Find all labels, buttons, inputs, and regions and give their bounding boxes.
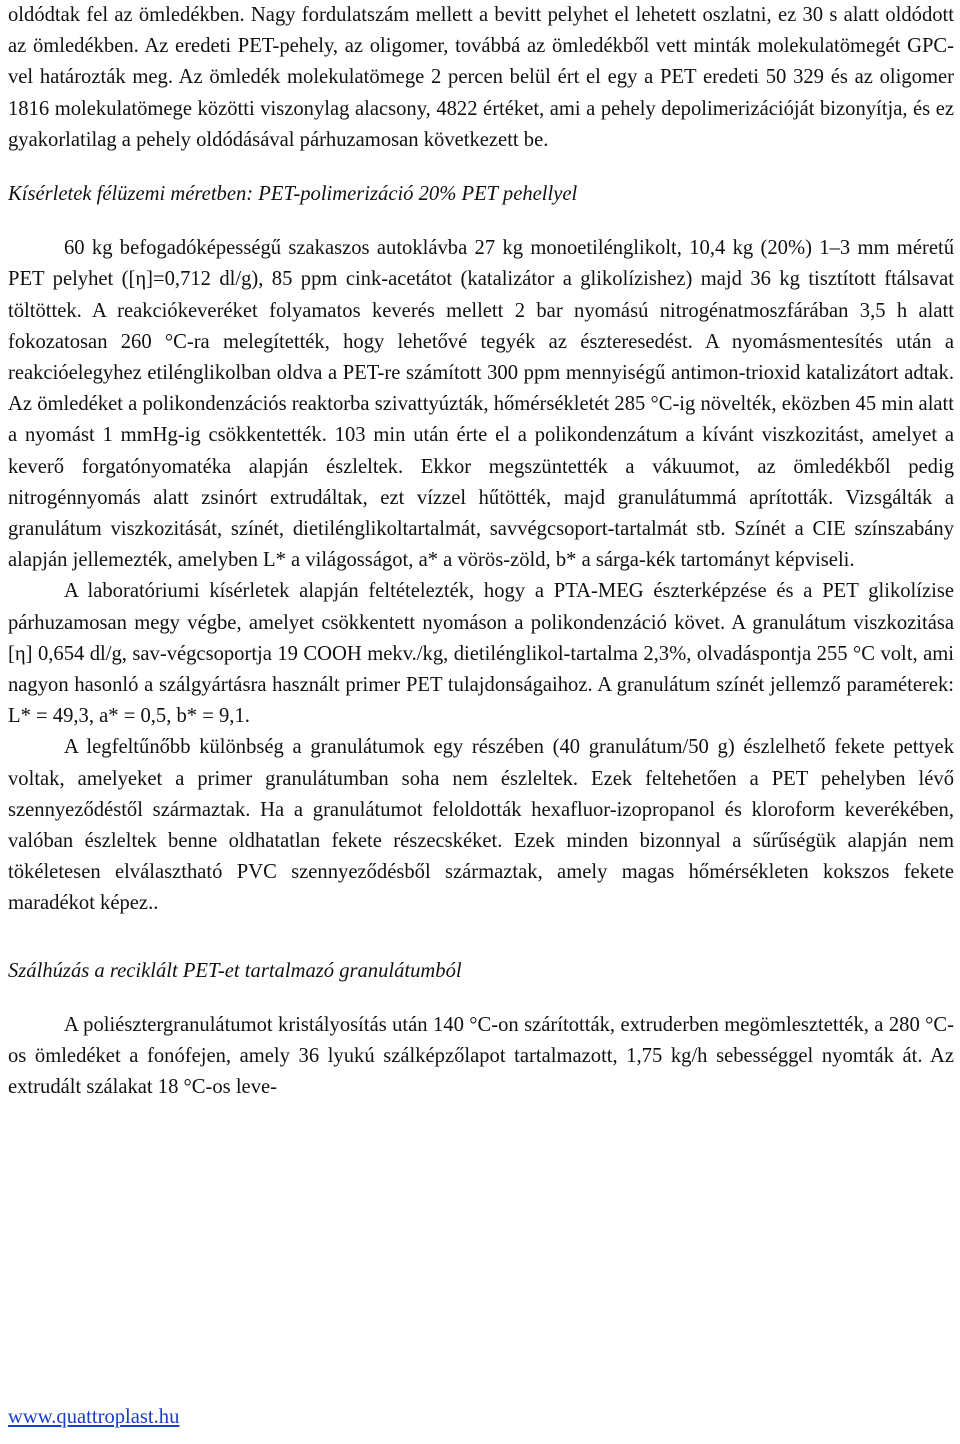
footer-website-link[interactable]: www.quattroplast.hu [8,1406,180,1428]
section-heading-pilot-scale: Kísérletek félüzemi méretben: PET-polimerizáció 20% PET pehellyel [8,183,578,206]
document-page [8,0,954,1104]
body-paragraph-spinning: A poliésztergranulátumot kristályosítás után 140 °C-on szárították, extruderben megömlesztették, a 280 °C-os ömledéket a fonófejen, amely 36 lyukú szálképzőlapot tartalmazott, 1,75 kg/h sebességgel nyomták át. Az extrudált szálakat 18 °C-os leve- [8,1013,954,1099]
body-paragraph-lab-results: A laboratóriumi kísérletek alapján feltételezték, hogy a PTA-MEG észterképzése és a PET glikolízise párhuzamosan megy végbe, amelyet csökkentett nyomáson a polikondenzáció követ. A granulátum viszkozitása [η] 0,654 dl/g, sav-végcsoportja 19 COOH mekv./kg, dietilénglikol-tartalma 2,3%, olvadáspontja 255 °C volt, ami nagyon hasonló a szálgyártásra használt primer PET tulajdonságaihoz. A granulátum színét jellemző paraméterek: L* = 49,3, a* = 0,5, b* = 9,1. [8,580,954,728]
body-paragraph-continuation: oldódtak fel az ömledékben. Nagy fordulatszám mellett a bevitt pelyhet el lehetett oszlatni, ez 30 s alatt oldódott az ömledékben. Az eredeti PET-pehely, az oligomer, továbbá az ömledékből vett minták molekulatömegét GPC-vel határozták meg. Az ömledék molekulatömege 2 percen belül ért el egy a PET eredeti 50 329 és az oligomer 1816 molekulatömege közötti viszonylag alacsony, 4822 értéket, ami a pehely depolimerizációját bizonyítja, és ez gyakorlatilag a pehely oldódásával párhuzamosan következett be. [8,4,954,151]
body-paragraph-autoclave: 60 kg befogadóképességű szakaszos autoklávba 27 kg monoetilénglikolt, 10,4 kg (20%) 1–3 mm méretű PET pelyhet ([η]=0,712 dl/g), 85 ppm cink-acetátot (katalizátor a glikolízishez) majd 36 kg tisztított ftálsavat töltöttek. A reakciókeveréket folyamatos keverés mellett 2 bar nyomású nitrogénatmoszfárában 3,5 h alatt fokozatosan 260 °C-ra melegítették, hogy lehetővé tegyék az észteresedést. A nyomásmentesítés után a reakcióelegyhez etilénglikolban oldva a PET-re számított 300 ppm mennyiségű antimon-trioxid katalizátort adtak. Az ömledéket a polikondenzációs reaktorba szivattyúzták, hőmérsékletét 285 °C-ig növelték, eközben 45 min alatt a nyomást 1 mmHg-ig csökkentették. 103 min után érte el a polikondenzátum a kívánt viszkozitást, amelyet a keverő forgatónyomatéka alapján észleltek. Ekkor megszüntették a vákuumot, az ömledékből pedig nitrogénnyomás alatt zsinórt extrudáltak, ezt vízzel hűtötték, majd granulátummá aprították. Vizsgálták a granulátum viszkozitását, színét, dietilénglikoltartalmát, savvégcsoport-tartalmát stb. Színét a CIE színszabány alapján jellemezték, amelyben L* a világosságot, a* a vörös-zöld, b* a sárga-kék tartományt képviseli. [8,237,954,572]
body-paragraph-black-spots: A legfeltűnőbb különbség a granulátumok egy részében (40 granulátum/50 g) észlelhető fekete pettyek voltak, amelyeket a primer granulátumban soha nem észleltek. Ezek feltehetően a PET pehelyben lévő szennyeződéstől származtak. Ha a granulátumot feloldották hexafluor-izopropanol és kloroform keverékében, valóban észleltek benne oldhatatlan fekete részecskéket. Ezek minden bizonnyal a sűrűségük alapján nem tökéletesen elválasztható PVC szennyeződésből származtak, amely magas hőmérsékleten kokszos fekete maradékot képez.. [8,736,954,915]
section-heading-fiber-spinning: Szálhúzás a reciklált PET-et tartalmazó granulátumból [8,959,462,982]
